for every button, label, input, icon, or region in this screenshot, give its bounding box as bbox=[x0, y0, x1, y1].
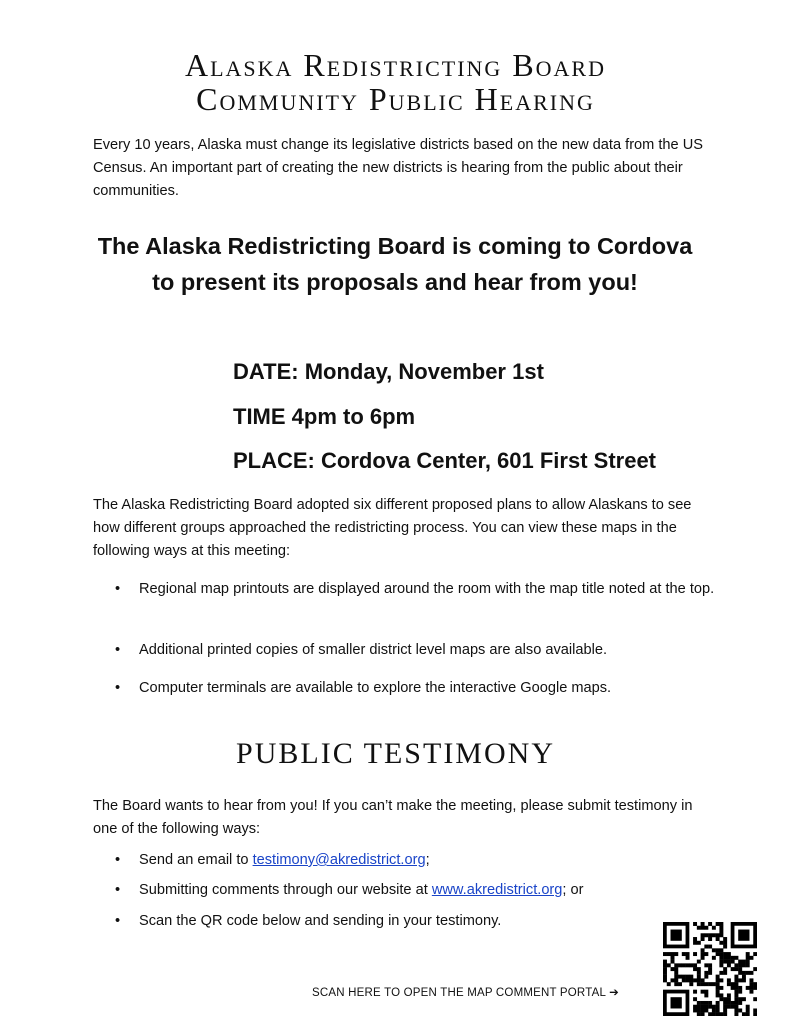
qr-module bbox=[716, 975, 720, 979]
qr-module bbox=[731, 956, 735, 960]
qr-module bbox=[719, 941, 723, 945]
qr-module bbox=[719, 960, 723, 964]
qr-module bbox=[697, 1008, 701, 1012]
qr-module bbox=[719, 926, 723, 930]
intro-paragraph: Every 10 years, Alaska must change its legislative districts based on the new data from the US Census. An important part of creating the new districts is hearing from the public about their communities. bbox=[93, 137, 703, 199]
qr-module bbox=[671, 967, 675, 971]
qr-module bbox=[686, 975, 690, 979]
website-suffix: ; or bbox=[562, 882, 584, 898]
qr-module bbox=[746, 1012, 750, 1016]
qr-module bbox=[712, 982, 716, 986]
qr-module bbox=[674, 978, 678, 982]
qr-module bbox=[727, 952, 731, 956]
qr-module bbox=[734, 1001, 738, 1005]
qr-module bbox=[682, 978, 686, 982]
qr-module bbox=[723, 937, 727, 941]
qr-module bbox=[689, 975, 693, 979]
qr-module bbox=[734, 1008, 738, 1012]
qr-module bbox=[719, 948, 723, 952]
qr-module bbox=[753, 982, 757, 986]
event-time: TIME 4pm to 6pm bbox=[233, 404, 416, 429]
qr-module bbox=[701, 933, 705, 937]
qr-module bbox=[734, 990, 738, 994]
qr-module bbox=[716, 978, 720, 982]
plans-paragraph: The Alaska Redistricting Board adopted six different proposed plans to allow Alaskans to see how different groups approached the redistricting process. You can view these maps in the following ways at this meeting: bbox=[93, 497, 692, 559]
qr-module bbox=[704, 926, 708, 930]
qr-module bbox=[663, 960, 667, 964]
event-place: PLACE: Cordova Center, 601 First Street bbox=[233, 448, 657, 473]
qr-module bbox=[701, 1012, 705, 1016]
qr-module bbox=[701, 922, 705, 926]
qr-module bbox=[738, 990, 742, 994]
qr-module bbox=[719, 986, 723, 990]
qr-module bbox=[697, 967, 701, 971]
qr-module bbox=[753, 1008, 757, 1012]
qr-module bbox=[693, 978, 697, 982]
qr-module bbox=[708, 922, 712, 926]
qr-module bbox=[704, 1008, 708, 1012]
qr-module bbox=[697, 982, 701, 986]
bullet: • bbox=[115, 581, 121, 597]
qr-module bbox=[742, 960, 746, 964]
qr-module bbox=[689, 963, 693, 967]
qr-module bbox=[727, 956, 731, 960]
qr-module bbox=[723, 997, 727, 1001]
qr-module bbox=[734, 1005, 738, 1009]
qr-module bbox=[753, 952, 757, 956]
website-link[interactable]: www.akredistrict.org bbox=[431, 882, 563, 898]
qr-module bbox=[674, 967, 678, 971]
qr-module bbox=[704, 993, 708, 997]
qr-module bbox=[746, 963, 750, 967]
qr-module bbox=[723, 1008, 727, 1012]
qr-module bbox=[746, 952, 750, 956]
bullet: • bbox=[115, 642, 121, 658]
qr-module bbox=[697, 978, 701, 982]
qr-module bbox=[746, 1005, 750, 1009]
email-suffix: ; bbox=[425, 852, 430, 868]
arrow-right-icon: ➔ bbox=[609, 987, 619, 999]
qr-module bbox=[708, 967, 712, 971]
headline: The Alaska Redistricting Board is coming to Cordova to present its proposals and hear from you! bbox=[97, 233, 693, 295]
qr-module bbox=[663, 952, 667, 956]
qr-module bbox=[712, 926, 716, 930]
section-heading-public-testimony: PUBLIC TESTIMONY bbox=[236, 737, 555, 770]
qr-module bbox=[719, 971, 723, 975]
qr-module bbox=[701, 956, 705, 960]
qr-module bbox=[753, 986, 757, 990]
qr-module bbox=[734, 993, 738, 997]
qr-module bbox=[723, 952, 727, 956]
qr-module bbox=[719, 956, 723, 960]
qr-module bbox=[693, 952, 697, 956]
qr-module bbox=[727, 993, 731, 997]
qr-module bbox=[678, 963, 682, 967]
qr-module bbox=[686, 963, 690, 967]
qr-module bbox=[663, 975, 667, 979]
qr-module bbox=[749, 978, 753, 982]
qr-module bbox=[682, 952, 686, 956]
qr-module bbox=[693, 997, 697, 1001]
qr-module bbox=[731, 1005, 735, 1009]
qr-module bbox=[663, 967, 667, 971]
qr-module bbox=[734, 956, 738, 960]
qr-module bbox=[719, 997, 723, 1001]
qr-module bbox=[746, 986, 750, 990]
qr-module bbox=[671, 952, 675, 956]
qr-module bbox=[716, 948, 720, 952]
qr-finder-center bbox=[671, 997, 682, 1008]
qr-module bbox=[689, 978, 693, 982]
qr-module bbox=[738, 967, 742, 971]
bullet: • bbox=[115, 882, 121, 898]
qr-module bbox=[734, 1012, 738, 1016]
qr-module bbox=[708, 937, 712, 941]
qr-module bbox=[693, 922, 697, 926]
qr-module bbox=[701, 982, 705, 986]
page-title-line-1: Alaska Redistricting Board bbox=[184, 47, 606, 83]
list-item-text: Regional map printouts are displayed around the room with the map title noted at the top. bbox=[139, 581, 715, 597]
qr-module bbox=[697, 975, 701, 979]
qr-module bbox=[716, 937, 720, 941]
qr-module bbox=[712, 948, 716, 952]
qr-module bbox=[716, 1001, 720, 1005]
qr-module bbox=[701, 1001, 705, 1005]
qr-module bbox=[671, 960, 675, 964]
qr-module bbox=[738, 997, 742, 1001]
qr-module bbox=[704, 945, 708, 949]
qr-module bbox=[712, 1012, 716, 1016]
qr-module bbox=[693, 963, 697, 967]
qr-module bbox=[708, 963, 712, 967]
qr-module bbox=[746, 971, 750, 975]
qr-module bbox=[663, 971, 667, 975]
list-item-text: Computer terminals are available to explore the interactive Google maps. bbox=[139, 680, 612, 696]
email-prefix: Send an email to bbox=[139, 852, 253, 868]
qr-module bbox=[738, 960, 742, 964]
qr-module bbox=[716, 1005, 720, 1009]
qr-module bbox=[701, 937, 705, 941]
qr-module bbox=[701, 1005, 705, 1009]
qr-module bbox=[689, 982, 693, 986]
qr-module bbox=[701, 1008, 705, 1012]
qr-module bbox=[708, 982, 712, 986]
qr-module bbox=[708, 945, 712, 949]
qr-instruction: Scan the QR code below and sending in your testimony. bbox=[139, 913, 502, 929]
map-ways-list-item bbox=[115, 677, 715, 700]
qr-module bbox=[693, 1005, 697, 1009]
qr-module bbox=[727, 997, 731, 1001]
qr-module bbox=[749, 990, 753, 994]
qr-module bbox=[742, 1012, 746, 1016]
qr-module bbox=[749, 986, 753, 990]
qr-module bbox=[719, 952, 723, 956]
qr-module bbox=[708, 971, 712, 975]
qr-module bbox=[712, 1005, 716, 1009]
qr-module bbox=[723, 971, 727, 975]
qr-module bbox=[734, 975, 738, 979]
qr-finder-center bbox=[738, 930, 749, 941]
qr-module bbox=[734, 997, 738, 1001]
qr-module bbox=[723, 941, 727, 945]
qr-module bbox=[716, 986, 720, 990]
qr-module bbox=[701, 926, 705, 930]
page-title-line-2: Community Public Hearing bbox=[196, 81, 595, 117]
qr-module bbox=[712, 1008, 716, 1012]
qr-module bbox=[686, 952, 690, 956]
email-link[interactable]: testimony@akredistrict.org bbox=[252, 852, 426, 868]
qr-module bbox=[716, 1008, 720, 1012]
qr-module bbox=[697, 926, 701, 930]
qr-module bbox=[742, 975, 746, 979]
qr-module bbox=[704, 975, 708, 979]
qr-module bbox=[682, 963, 686, 967]
qr-module bbox=[723, 1012, 727, 1016]
qr-module bbox=[716, 1012, 720, 1016]
qr-module bbox=[742, 997, 746, 1001]
qr-module bbox=[727, 1005, 731, 1009]
testimony-ways-list-item bbox=[115, 910, 715, 933]
qr-module bbox=[671, 956, 675, 960]
qr-module bbox=[693, 967, 697, 971]
qr-module bbox=[749, 971, 753, 975]
qr-module bbox=[738, 971, 742, 975]
qr-module bbox=[727, 982, 731, 986]
scan-caption bbox=[312, 985, 619, 999]
qr-module bbox=[674, 952, 678, 956]
qr-module bbox=[708, 1012, 712, 1016]
qr-module bbox=[678, 975, 682, 979]
qr-module bbox=[723, 1001, 727, 1005]
qr-code-icon[interactable] bbox=[663, 922, 757, 1016]
qr-module bbox=[719, 922, 723, 926]
qr-module bbox=[697, 1005, 701, 1009]
qr-module bbox=[723, 967, 727, 971]
qr-module bbox=[738, 1008, 742, 1012]
qr-module bbox=[746, 956, 750, 960]
qr-module bbox=[704, 952, 708, 956]
map-ways-list-item bbox=[115, 578, 715, 601]
qr-module bbox=[704, 1005, 708, 1009]
qr-module bbox=[731, 1001, 735, 1005]
qr-module bbox=[723, 945, 727, 949]
qr-module bbox=[753, 997, 757, 1001]
qr-module bbox=[742, 963, 746, 967]
board-paragraph: The Board wants to hear from you! If you can’t make the meeting, please submit testimony in one of the following ways: bbox=[93, 798, 693, 837]
qr-module bbox=[667, 963, 671, 967]
qr-module bbox=[674, 975, 678, 979]
list-item-text: Additional printed copies of smaller district level maps are also available. bbox=[139, 642, 608, 658]
qr-module bbox=[697, 941, 701, 945]
qr-module bbox=[738, 978, 742, 982]
qr-module bbox=[716, 982, 720, 986]
qr-module bbox=[674, 982, 678, 986]
qr-module bbox=[693, 941, 697, 945]
qr-module bbox=[716, 922, 720, 926]
qr-module bbox=[727, 963, 731, 967]
qr-module bbox=[719, 993, 723, 997]
qr-module bbox=[749, 982, 753, 986]
qr-module bbox=[667, 982, 671, 986]
event-date: DATE: Monday, November 1st bbox=[233, 359, 544, 384]
qr-module bbox=[734, 982, 738, 986]
qr-module bbox=[708, 1001, 712, 1005]
qr-module bbox=[731, 982, 735, 986]
qr-module bbox=[719, 933, 723, 937]
qr-module bbox=[746, 1008, 750, 1012]
qr-module bbox=[712, 933, 716, 937]
bullet: • bbox=[115, 680, 121, 696]
bullet: • bbox=[115, 852, 121, 868]
qr-module bbox=[719, 978, 723, 982]
qr-module bbox=[716, 993, 720, 997]
qr-module bbox=[742, 971, 746, 975]
qr-module bbox=[693, 990, 697, 994]
qr-module bbox=[693, 937, 697, 941]
qr-module bbox=[704, 971, 708, 975]
qr-module bbox=[723, 1005, 727, 1009]
qr-module bbox=[731, 967, 735, 971]
qr-module bbox=[734, 963, 738, 967]
qr-module bbox=[674, 971, 678, 975]
qr-module bbox=[701, 978, 705, 982]
qr-module bbox=[753, 1012, 757, 1016]
qr-module bbox=[701, 990, 705, 994]
qr-module bbox=[704, 963, 708, 967]
testimony-ways-list-item bbox=[115, 879, 715, 902]
qr-module bbox=[682, 975, 686, 979]
scan-caption-text: SCAN HERE TO OPEN THE MAP COMMENT PORTAL bbox=[312, 987, 606, 999]
qr-module bbox=[674, 963, 678, 967]
qr-module bbox=[704, 1001, 708, 1005]
qr-module bbox=[708, 1005, 712, 1009]
qr-module bbox=[723, 960, 727, 964]
qr-module bbox=[731, 986, 735, 990]
qr-module bbox=[746, 960, 750, 964]
qr-module bbox=[742, 978, 746, 982]
qr-module bbox=[719, 930, 723, 934]
qr-module bbox=[734, 986, 738, 990]
qr-module bbox=[704, 982, 708, 986]
qr-module bbox=[738, 963, 742, 967]
qr-module bbox=[738, 986, 742, 990]
qr-module bbox=[667, 952, 671, 956]
qr-module bbox=[716, 933, 720, 937]
qr-module bbox=[738, 1001, 742, 1005]
qr-module bbox=[727, 1001, 731, 1005]
qr-module bbox=[663, 963, 667, 967]
qr-module bbox=[697, 1001, 701, 1005]
qr-module bbox=[727, 960, 731, 964]
qr-module bbox=[719, 1012, 723, 1016]
bullet: • bbox=[115, 913, 121, 929]
qr-module bbox=[723, 956, 727, 960]
qr-module bbox=[671, 978, 675, 982]
qr-module bbox=[678, 982, 682, 986]
qr-module bbox=[701, 952, 705, 956]
qr-module bbox=[693, 1008, 697, 1012]
qr-module bbox=[697, 1012, 701, 1016]
qr-module bbox=[701, 948, 705, 952]
qr-module bbox=[719, 963, 723, 967]
qr-module bbox=[686, 978, 690, 982]
qr-module bbox=[686, 956, 690, 960]
qr-module bbox=[731, 960, 735, 964]
qr-module bbox=[697, 971, 701, 975]
qr-module bbox=[749, 956, 753, 960]
qr-module bbox=[753, 967, 757, 971]
qr-finder-center bbox=[671, 930, 682, 941]
qr-module bbox=[716, 990, 720, 994]
qr-module bbox=[712, 956, 716, 960]
qr-module bbox=[663, 978, 667, 982]
qr-module bbox=[697, 960, 701, 964]
map-ways-list-item bbox=[115, 639, 715, 662]
qr-module bbox=[716, 952, 720, 956]
qr-module bbox=[734, 978, 738, 982]
qr-module bbox=[708, 933, 712, 937]
qr-module bbox=[734, 967, 738, 971]
qr-module bbox=[704, 933, 708, 937]
qr-module bbox=[704, 990, 708, 994]
website-prefix: Submitting comments through our website at bbox=[139, 882, 432, 898]
testimony-ways-list-item bbox=[115, 849, 715, 872]
qr-module bbox=[727, 978, 731, 982]
